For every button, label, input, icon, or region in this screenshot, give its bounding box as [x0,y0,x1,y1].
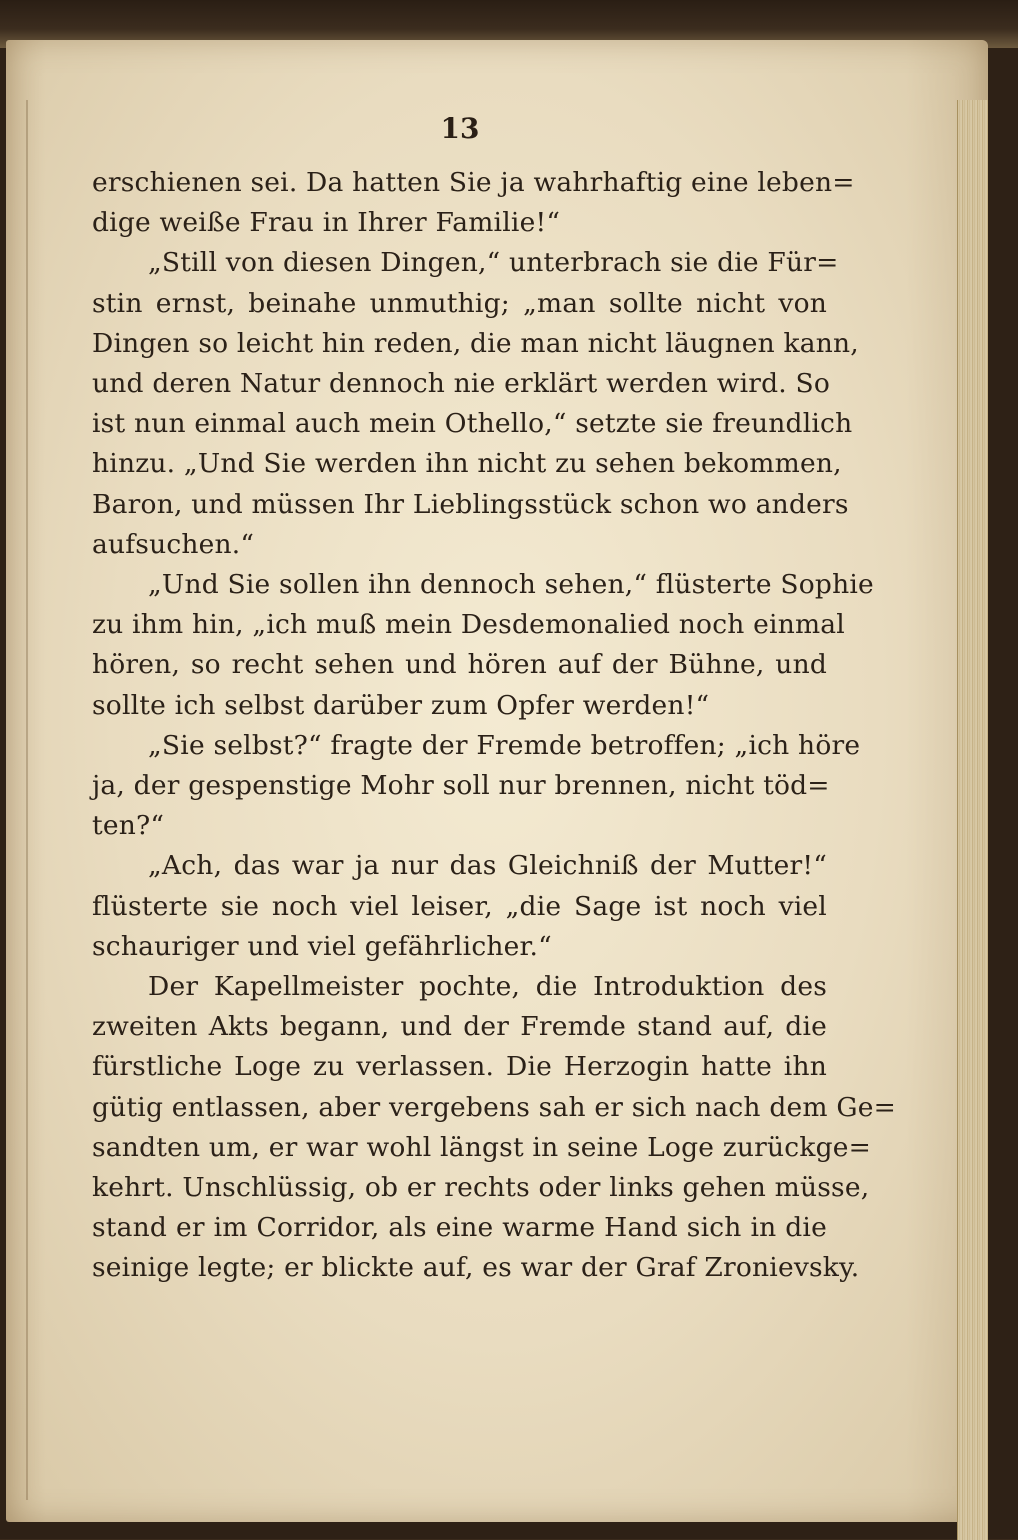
text-line: „Ach, das war ja nur das Gleichniß der Mutter!“ [148,850,827,882]
text-line: aufsuchen.“ [92,528,255,560]
text-line: ja, der gespenstige Mohr soll nur brennen, nicht töd= [92,770,830,802]
text-line: dige weiße Frau in Ihrer Familie!“ [92,207,561,239]
text-line: erschienen sei. Da hatten Sie ja wahrhaftig eine leben= [92,167,855,198]
text-line: ist nun einmal auch mein Othello,“ setzte sie freundlich [92,408,853,440]
text-line: schauriger und viel gefährlicher.“ [92,930,552,962]
text-line: gütig entlassen, aber vergebens sah er sich nach dem Ge= [92,1091,896,1123]
gutter-shadow [26,100,28,1500]
text-line: „Still von diesen Dingen,“ unterbrach sie die Für= [148,247,839,279]
text-line: Baron, und müssen Ihr Lieblingsstück schon wo anders [92,488,849,520]
text-line: Der Kapellmeister pochte, die Introduktion des [148,971,827,1003]
text-line: stand er im Corridor, als eine warme Hand sich in die [92,1212,827,1244]
text-line: hinzu. „Und Sie werden ihn nicht zu sehen bekommen, [92,448,842,480]
body-text [92,163,896,1289]
page-number: 13 [440,112,480,145]
text-line: fürstliche Loge zu verlassen. Die Herzogin hatte ihn [92,1051,827,1083]
page-stack-edges [957,100,988,1540]
text-line: seinige legte; er blickte auf, es war der Graf Zronievsky. [92,1252,860,1284]
text-line: „Sie selbst?“ fragte der Fremde betroffen; „ich höre [148,729,861,761]
text-line: zweiten Akts begann, und der Fremde stand auf, die [92,1011,827,1043]
text-line: stin ernst, beinahe unmuthig; „man sollte nicht von [92,287,827,319]
text-line: sollte ich selbst darüber zum Opfer werden!“ [92,689,710,721]
text-line: sandten um, er war wohl längst in seine Loge zurückge= [92,1131,872,1163]
text-line: zu ihm hin, „ich muß mein Desdemonalied noch einmal [92,609,845,641]
text-line: kehrt. Unschlüssig, ob er rechts oder links gehen müsse, [92,1172,870,1204]
text-line: ten?“ [92,810,165,842]
text-line: und deren Natur dennoch nie erklärt werden wird. So [92,368,831,400]
text-line: hören, so recht sehen und hören auf der Bühne, und [92,649,827,681]
text-line: „Und Sie sollen ihn dennoch sehen,“ flüsterte Sophie [148,569,874,601]
text-line: Dingen so leicht hin reden, die man nicht läugnen kann, [92,327,859,359]
text-line: flüsterte sie noch viel leiser, „die Sage ist noch viel [92,890,827,922]
